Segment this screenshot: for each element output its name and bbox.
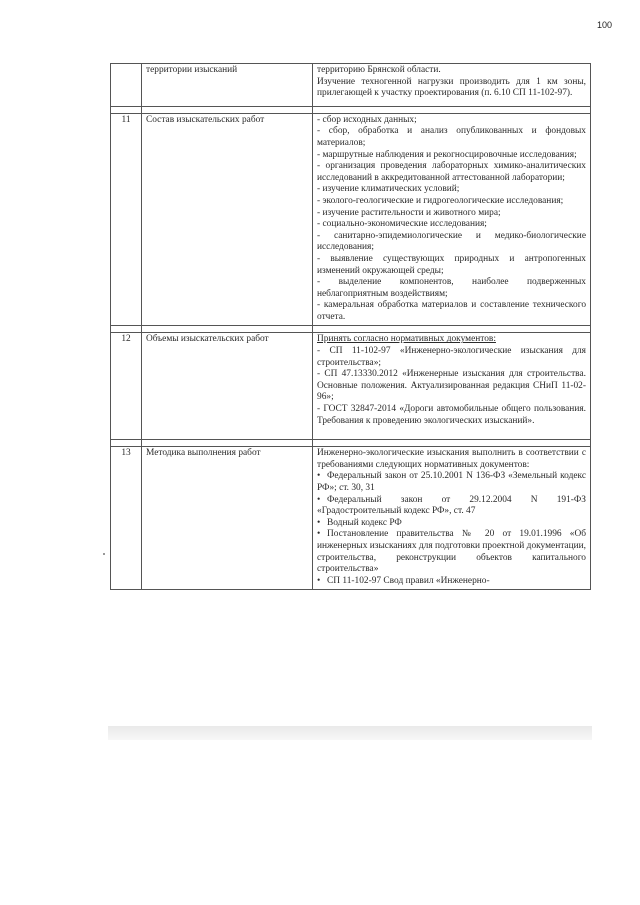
content-bullet: • Постановление правительства № 20 от 19.01.1996 «Об инженерных изысканиях для подготовки проектной документации, строительства, реконструкции объектов капитального строительства» xyxy=(317,529,586,575)
row-title: Состав изыскательских работ xyxy=(142,113,313,326)
content-line: - камеральная обработка материалов и составление технического отчета. xyxy=(317,300,586,322)
page-number: 100 xyxy=(596,20,612,30)
row-content xyxy=(313,64,591,107)
requirements-table xyxy=(110,63,591,590)
content-heading: Инженерно-экологические изыскания выполнить в соответствии с требованиями следующих нормативных документов: xyxy=(317,448,586,470)
content-line: - маршрутные наблюдения и рекогносцировочные исследования; xyxy=(317,149,577,160)
content-line: - изучение растительности и животного мира; xyxy=(317,207,501,218)
row-content xyxy=(313,113,591,326)
bullet-icon: • xyxy=(317,517,321,528)
table-row xyxy=(111,64,591,107)
table-row xyxy=(111,333,591,440)
table-row xyxy=(111,447,591,590)
row-title: Методика выполнения работ xyxy=(142,447,313,590)
content-bullet: • Водный кодекс РФ xyxy=(317,517,402,528)
row-content xyxy=(313,333,591,440)
content-line: - санитарно-эпидемиологические и медико-биологические исследования; xyxy=(317,230,586,253)
scan-speck xyxy=(103,553,105,555)
table-row xyxy=(111,113,591,326)
content-line: - сбор, обработка и анализ опубликованных и фондовых материалов; xyxy=(317,126,586,148)
row-title: территории изысканий xyxy=(142,64,313,107)
row-title: Объемы изыскательских работ xyxy=(142,333,313,440)
content-line: - изучение климатических условий; xyxy=(317,184,460,195)
row-content xyxy=(313,447,591,590)
content-heading: Принять согласно нормативных документов: xyxy=(317,334,496,345)
content-line: - эколого-геологические и гидрогеологические исследования; xyxy=(317,195,564,206)
bullet-icon: • xyxy=(317,529,321,540)
content-line: - социально-экономические исследования; xyxy=(317,219,487,230)
row-number: 12 xyxy=(111,333,142,440)
content-line: - СП 11-102-97 «Инженерно-экологические изыскания для строительства»; xyxy=(317,346,586,368)
content-line: - сбор исходных данных; xyxy=(317,114,417,125)
bullet-icon: • xyxy=(317,471,321,482)
scan-edge-shadow xyxy=(108,726,592,740)
content-line: - СП 47.13330.2012 «Инженерные изыскания для строительства. Основные положения. Актуализированная редакция СНиП 11-02-96»; xyxy=(317,369,586,403)
row-number xyxy=(111,64,142,107)
row-number: 13 xyxy=(111,447,142,590)
content-bullet: • Федеральный закон от 25.10.2001 N 136-ФЗ «Земельный кодекс РФ»; ст. 30, 31 xyxy=(317,471,586,493)
content-line: территорию Брянской области. xyxy=(317,65,441,75)
bullet-icon: • xyxy=(317,494,321,505)
content-line: - ГОСТ 32847-2014 «Дороги автомобильные общего пользования. Требования к проведению экологических изысканий». xyxy=(317,404,586,426)
content-line: - организация проведения лабораторных химико-аналитических исследований в аккредитованной аттестованной лаборатории; xyxy=(317,161,586,183)
content-line: Изучение техногенной нагрузки производить для 1 км зоны, прилегающей к участку проектирования (п. 6.10 СП 11-102-97). xyxy=(317,76,586,99)
content-line: - выделение компонентов, наиболее подверженных неблагоприятным воздействиям; xyxy=(317,277,586,299)
content-line: - выявление существующих природных и антропогенных изменений окружающей среды; xyxy=(317,253,586,276)
row-number: 11 xyxy=(111,113,142,326)
content-bullet: • СП 11-102-97 Свод правил «Инженерно- xyxy=(317,575,490,586)
bullet-icon: • xyxy=(317,575,321,586)
content-bullet: • Федеральный закон от 29.12.2004 N 191-ФЗ «Градостроительный кодекс РФ», ст. 47 xyxy=(317,494,586,517)
